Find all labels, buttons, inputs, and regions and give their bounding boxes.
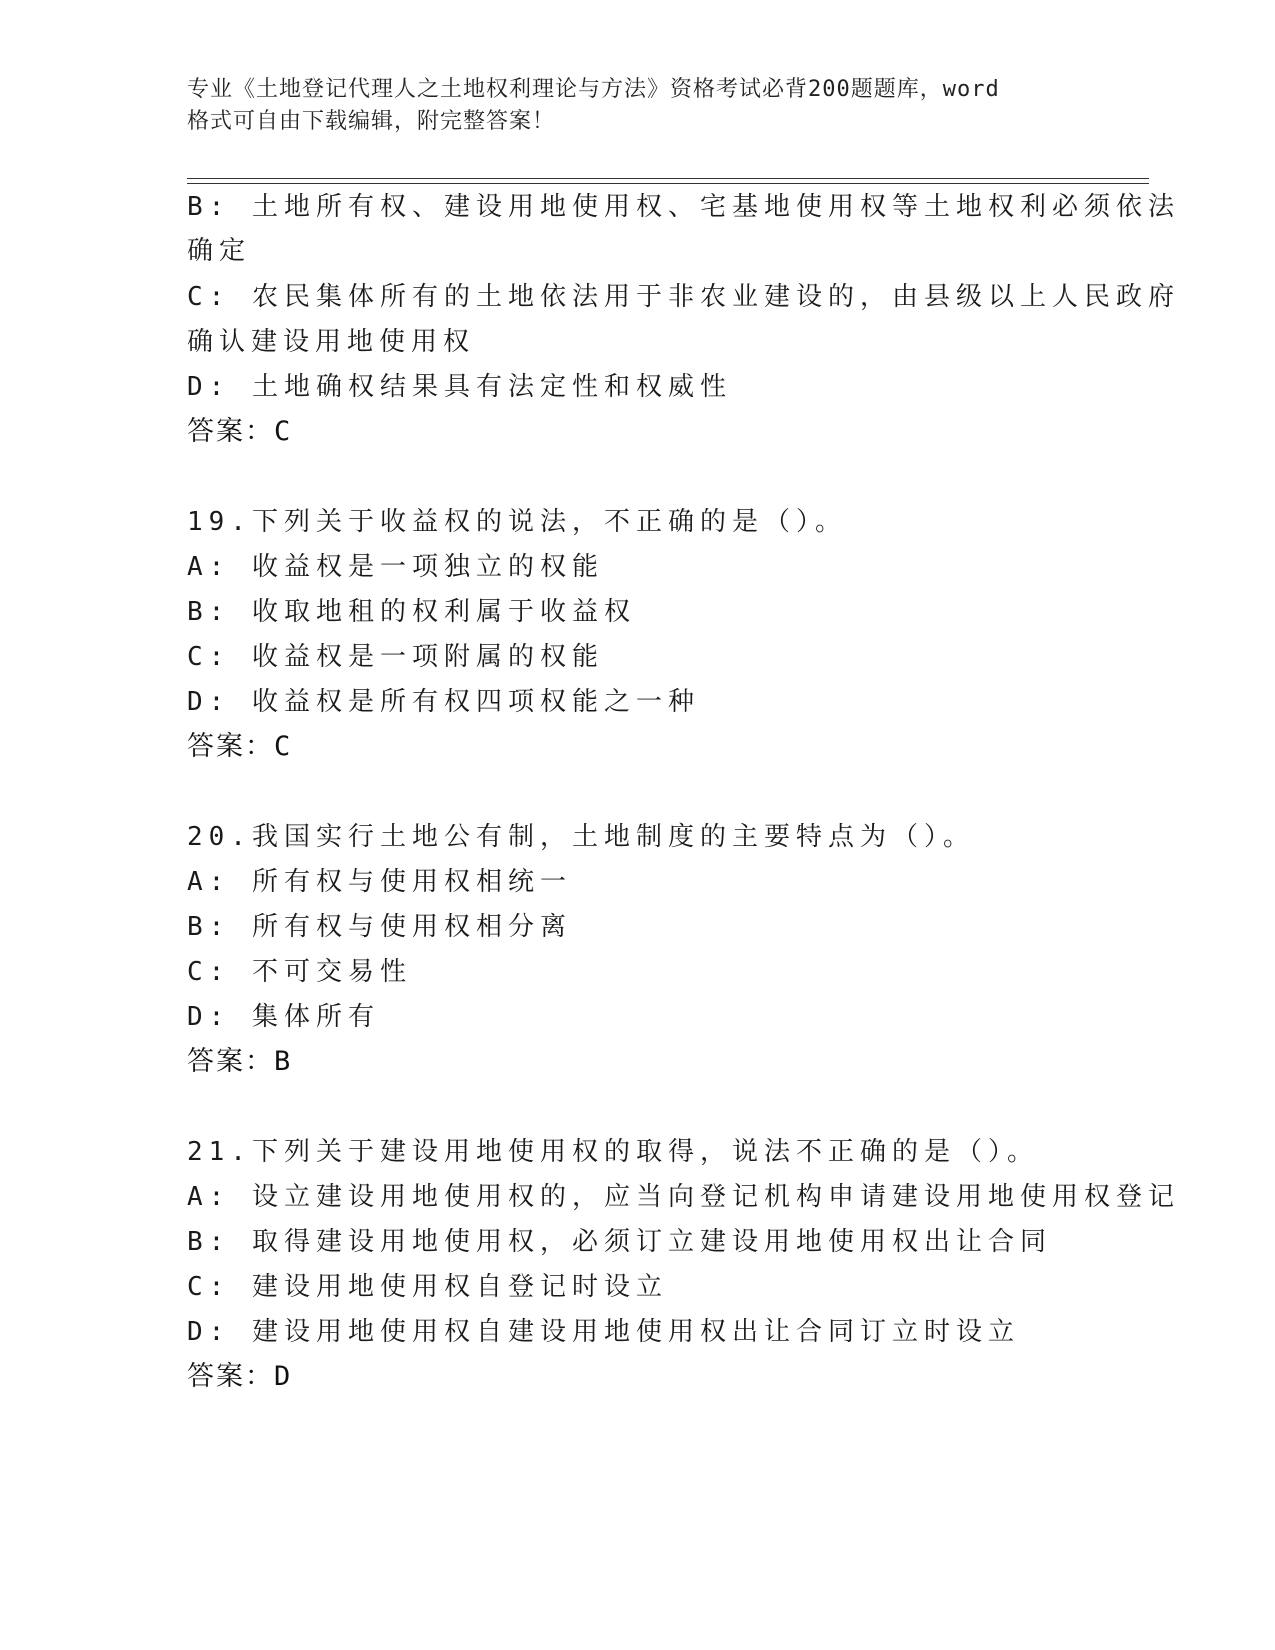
q20-option-d: D: 集体所有 [187, 1002, 380, 1032]
q18-option-d: D: 土地确权结果具有法定性和权威性 [187, 372, 732, 402]
header-line-1: 专业《土地登记代理人之土地权利理论与方法》资格考试必背200题题库，word [187, 77, 1000, 102]
header-divider-top [187, 178, 1149, 179]
q19-option-a: A: 收益权是一项独立的权能 [187, 552, 604, 582]
header-divider-bottom [187, 183, 1149, 184]
answer-label: 答案： [187, 731, 274, 762]
q18-option-c-line1: C: 农民集体所有的土地依法用于非农业建设的，由县级以上人民政府 [187, 282, 1180, 312]
q20-option-a: A: 所有权与使用权相统一 [187, 867, 572, 897]
q20-option-c: C: 不可交易性 [187, 957, 412, 987]
answer-label: 答案： [187, 1046, 274, 1077]
q19-option-d: D: 收益权是所有权四项权能之一种 [187, 687, 700, 717]
q21-option-a: A: 设立建设用地使用权的，应当向登记机构申请建设用地使用权登记 [187, 1182, 1180, 1212]
q19-option-c: C: 收益权是一项附属的权能 [187, 642, 604, 672]
answer-value: C [274, 731, 291, 762]
q21-question: 21.下列关于建设用地使用权的取得，说法不正确的是（）。 [187, 1137, 1039, 1167]
answer-value: D [274, 1361, 291, 1392]
q20-answer [187, 1045, 290, 1079]
q18-option-b-line2: 确定 [187, 236, 252, 266]
answer-label: 答案： [187, 1361, 274, 1392]
q19-question: 19.下列关于收益权的说法，不正确的是（）。 [187, 507, 847, 537]
document-header [187, 74, 1067, 138]
q18-option-b-line1: B: 土地所有权、建设用地使用权、宅基地使用权等土地权利必须依法 [187, 192, 1180, 222]
answer-label: 答案： [187, 416, 274, 447]
header-line-2: 格式可自由下载编辑，附完整答案！ [187, 109, 556, 134]
q21-answer [187, 1360, 290, 1394]
q20-question: 20.我国实行土地公有制，土地制度的主要特点为（）。 [187, 822, 975, 852]
q20-option-b: B: 所有权与使用权相分离 [187, 912, 572, 942]
q18-option-c-line2: 确认建设用地使用权 [187, 327, 476, 357]
answer-value: C [274, 416, 291, 447]
q19-answer [187, 730, 290, 764]
q21-option-c: C: 建设用地使用权自登记时设立 [187, 1272, 668, 1302]
q19-option-b: B: 收取地租的权利属于收益权 [187, 597, 636, 627]
q21-option-d: D: 建设用地使用权自建设用地使用权出让合同订立时设立 [187, 1317, 1020, 1347]
q21-option-b: B: 取得建设用地使用权，必须订立建设用地使用权出让合同 [187, 1227, 1052, 1257]
answer-value: B [274, 1046, 291, 1077]
q18-answer [187, 415, 290, 449]
